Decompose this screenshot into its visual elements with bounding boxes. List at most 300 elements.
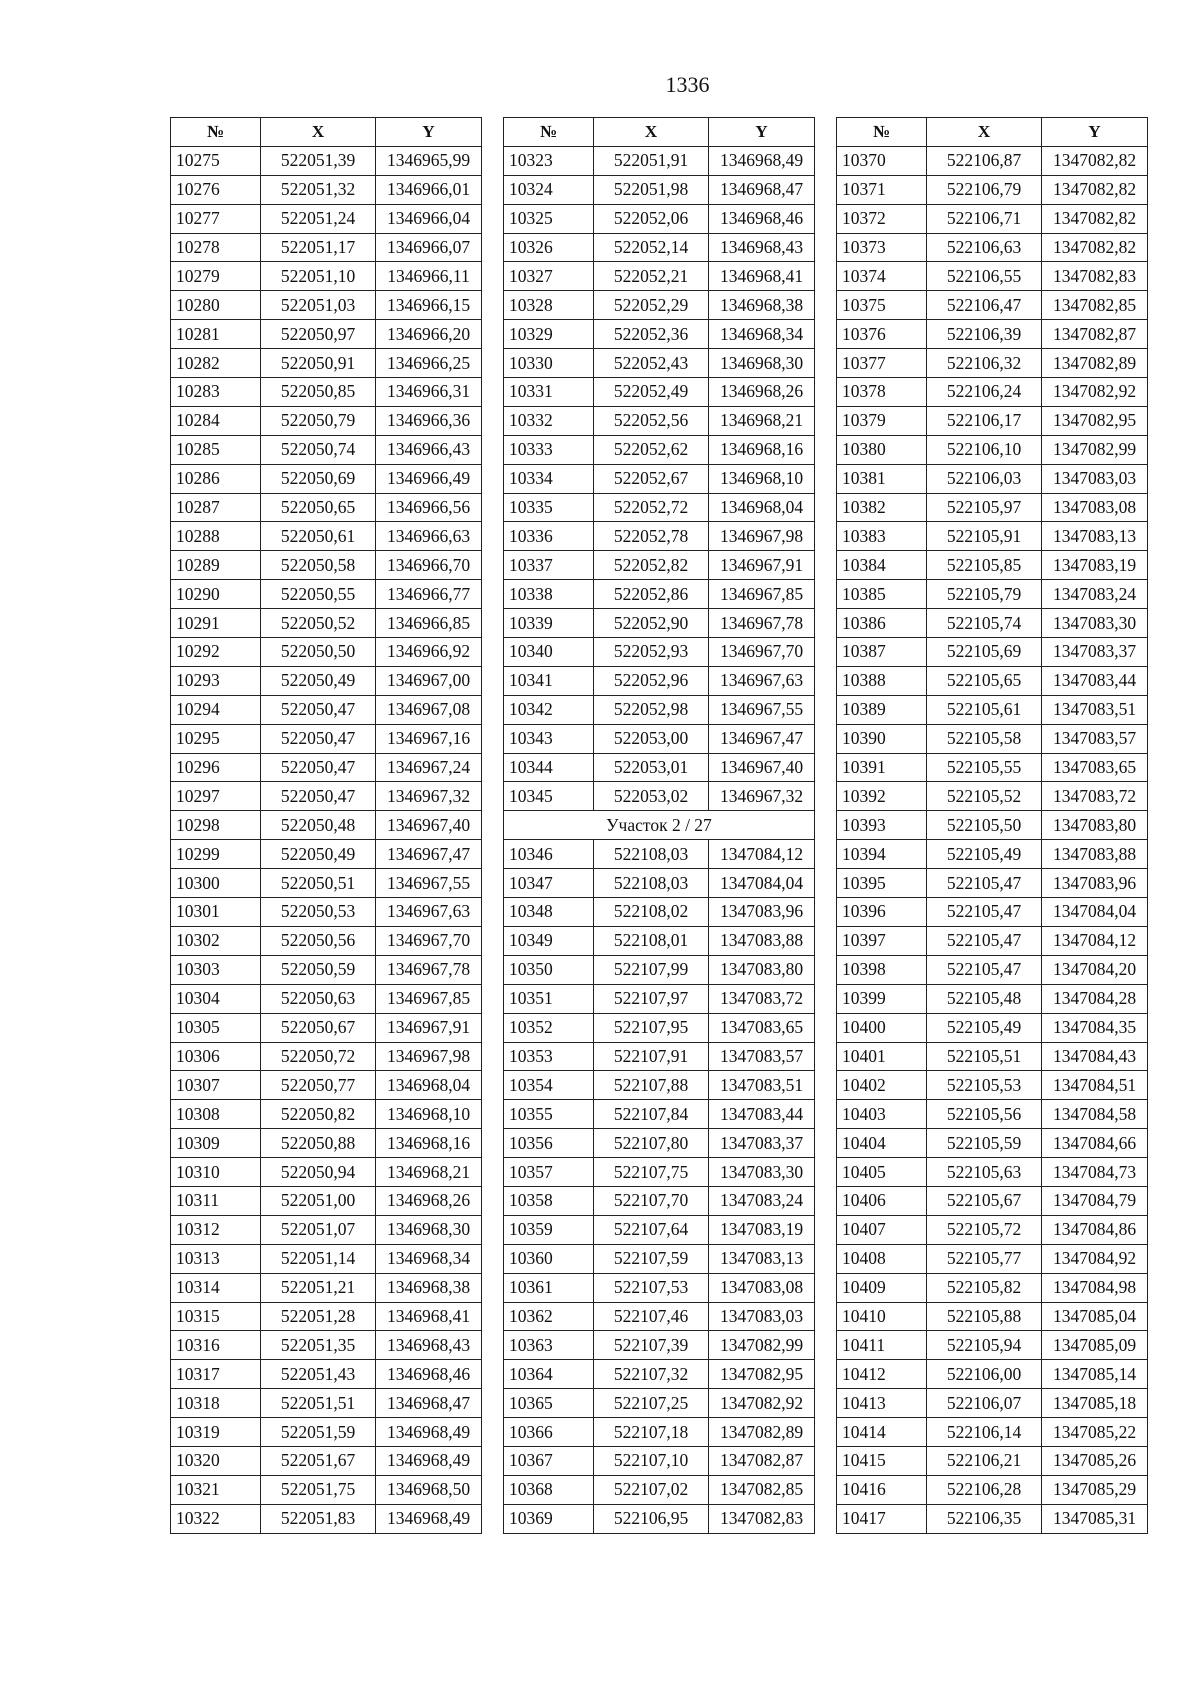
point-number: 10281 bbox=[171, 320, 261, 349]
x-value: 522106,17 bbox=[927, 406, 1042, 435]
table-row bbox=[171, 1360, 482, 1389]
y-value: 1347084,35 bbox=[1042, 1013, 1148, 1042]
x-value: 522051,00 bbox=[261, 1186, 376, 1215]
x-value: 522051,83 bbox=[261, 1504, 376, 1533]
y-value: 1346968,46 bbox=[376, 1360, 482, 1389]
table-row bbox=[837, 1100, 1148, 1129]
y-value: 1346966,04 bbox=[376, 204, 482, 233]
table-row bbox=[837, 1071, 1148, 1100]
table-row bbox=[504, 955, 815, 984]
x-value: 522107,70 bbox=[594, 1186, 709, 1215]
point-number: 10404 bbox=[837, 1129, 927, 1158]
table-row bbox=[837, 204, 1148, 233]
point-number: 10310 bbox=[171, 1158, 261, 1187]
y-value: 1346967,55 bbox=[376, 869, 482, 898]
x-value: 522051,59 bbox=[261, 1418, 376, 1447]
y-value: 1347084,04 bbox=[709, 869, 815, 898]
x-value: 522106,00 bbox=[927, 1360, 1042, 1389]
y-value: 1346968,30 bbox=[376, 1215, 482, 1244]
point-number: 10307 bbox=[171, 1071, 261, 1100]
table-row bbox=[837, 753, 1148, 782]
y-value: 1346968,47 bbox=[709, 175, 815, 204]
point-number: 10286 bbox=[171, 464, 261, 493]
y-value: 1346966,92 bbox=[376, 638, 482, 667]
y-value: 1346966,56 bbox=[376, 493, 482, 522]
x-value: 522050,59 bbox=[261, 955, 376, 984]
y-value: 1347082,82 bbox=[1042, 146, 1148, 175]
y-value: 1346967,63 bbox=[709, 666, 815, 695]
table-row bbox=[504, 435, 815, 464]
y-value: 1347082,95 bbox=[1042, 406, 1148, 435]
table-row bbox=[837, 984, 1148, 1013]
y-value: 1346968,16 bbox=[709, 435, 815, 464]
point-number: 10302 bbox=[171, 926, 261, 955]
table-row bbox=[504, 233, 815, 262]
y-value: 1346968,41 bbox=[376, 1302, 482, 1331]
x-value: 522106,10 bbox=[927, 435, 1042, 464]
point-number: 10401 bbox=[837, 1042, 927, 1071]
y-value: 1347082,82 bbox=[1042, 175, 1148, 204]
table-row bbox=[837, 1215, 1148, 1244]
point-number: 10368 bbox=[504, 1475, 594, 1504]
x-value: 522106,39 bbox=[927, 320, 1042, 349]
x-value: 522105,97 bbox=[927, 493, 1042, 522]
table-row bbox=[504, 1042, 815, 1071]
point-number: 10277 bbox=[171, 204, 261, 233]
point-number: 10305 bbox=[171, 1013, 261, 1042]
point-number: 10311 bbox=[171, 1186, 261, 1215]
y-value: 1347083,88 bbox=[1042, 840, 1148, 869]
table-row bbox=[171, 493, 482, 522]
x-value: 522050,97 bbox=[261, 320, 376, 349]
table-row bbox=[837, 724, 1148, 753]
header-number: № bbox=[504, 118, 594, 147]
table-row bbox=[504, 1129, 815, 1158]
point-number: 10285 bbox=[171, 435, 261, 464]
y-value: 1346968,49 bbox=[376, 1446, 482, 1475]
table-row bbox=[171, 1331, 482, 1360]
table-row bbox=[504, 724, 815, 753]
point-number: 10319 bbox=[171, 1418, 261, 1447]
table-row bbox=[171, 898, 482, 927]
y-value: 1346967,55 bbox=[709, 695, 815, 724]
point-number: 10348 bbox=[504, 898, 594, 927]
table-row bbox=[837, 1418, 1148, 1447]
point-number: 10380 bbox=[837, 435, 927, 464]
point-number: 10299 bbox=[171, 840, 261, 869]
x-value: 522105,79 bbox=[927, 580, 1042, 609]
table-row bbox=[837, 1273, 1148, 1302]
y-value: 1346967,08 bbox=[376, 695, 482, 724]
point-number: 10324 bbox=[504, 175, 594, 204]
x-value: 522105,85 bbox=[927, 551, 1042, 580]
point-number: 10288 bbox=[171, 522, 261, 551]
y-value: 1347083,51 bbox=[709, 1071, 815, 1100]
y-value: 1347083,13 bbox=[1042, 522, 1148, 551]
point-number: 10276 bbox=[171, 175, 261, 204]
table-row bbox=[171, 955, 482, 984]
y-value: 1347083,08 bbox=[709, 1273, 815, 1302]
table-row bbox=[504, 984, 815, 1013]
point-number: 10386 bbox=[837, 609, 927, 638]
point-number: 10376 bbox=[837, 320, 927, 349]
x-value: 522050,61 bbox=[261, 522, 376, 551]
table-row bbox=[171, 551, 482, 580]
y-value: 1347084,43 bbox=[1042, 1042, 1148, 1071]
table-row bbox=[171, 782, 482, 811]
table-row bbox=[504, 1215, 815, 1244]
point-number: 10309 bbox=[171, 1129, 261, 1158]
point-number: 10306 bbox=[171, 1042, 261, 1071]
point-number: 10375 bbox=[837, 291, 927, 320]
y-value: 1346968,43 bbox=[376, 1331, 482, 1360]
x-value: 522051,32 bbox=[261, 175, 376, 204]
x-value: 522107,32 bbox=[594, 1360, 709, 1389]
table-row bbox=[837, 1186, 1148, 1215]
point-number: 10283 bbox=[171, 378, 261, 407]
y-value: 1347082,99 bbox=[709, 1331, 815, 1360]
table-row bbox=[837, 551, 1148, 580]
point-number: 10358 bbox=[504, 1186, 594, 1215]
point-number: 10407 bbox=[837, 1215, 927, 1244]
y-value: 1346968,50 bbox=[376, 1475, 482, 1504]
table-row bbox=[504, 1273, 815, 1302]
x-value: 522106,71 bbox=[927, 204, 1042, 233]
point-number: 10392 bbox=[837, 782, 927, 811]
y-value: 1347084,79 bbox=[1042, 1186, 1148, 1215]
y-value: 1347083,19 bbox=[1042, 551, 1148, 580]
table-row bbox=[504, 638, 815, 667]
y-value: 1347083,44 bbox=[1042, 666, 1148, 695]
point-number: 10388 bbox=[837, 666, 927, 695]
y-value: 1347082,83 bbox=[1042, 262, 1148, 291]
y-value: 1347083,30 bbox=[709, 1158, 815, 1187]
x-value: 522105,48 bbox=[927, 984, 1042, 1013]
point-number: 10362 bbox=[504, 1302, 594, 1331]
x-value: 522107,59 bbox=[594, 1244, 709, 1273]
y-value: 1346966,77 bbox=[376, 580, 482, 609]
table-row bbox=[171, 638, 482, 667]
table-row bbox=[171, 320, 482, 349]
y-value: 1347083,72 bbox=[709, 984, 815, 1013]
y-value: 1346968,30 bbox=[709, 349, 815, 378]
table-row bbox=[504, 1013, 815, 1042]
table-row bbox=[171, 1302, 482, 1331]
x-value: 522050,91 bbox=[261, 349, 376, 378]
y-value: 1347083,80 bbox=[709, 955, 815, 984]
y-value: 1347082,82 bbox=[1042, 233, 1148, 262]
header-x: X bbox=[261, 118, 376, 147]
y-value: 1347083,24 bbox=[1042, 580, 1148, 609]
y-value: 1346968,43 bbox=[709, 233, 815, 262]
table-row bbox=[171, 146, 482, 175]
x-value: 522051,75 bbox=[261, 1475, 376, 1504]
table-row bbox=[837, 406, 1148, 435]
table-row bbox=[504, 666, 815, 695]
y-value: 1346967,98 bbox=[709, 522, 815, 551]
point-number: 10327 bbox=[504, 262, 594, 291]
point-number: 10390 bbox=[837, 724, 927, 753]
table-row bbox=[171, 580, 482, 609]
y-value: 1346966,25 bbox=[376, 349, 482, 378]
x-value: 522051,03 bbox=[261, 291, 376, 320]
x-value: 522050,82 bbox=[261, 1100, 376, 1129]
point-number: 10336 bbox=[504, 522, 594, 551]
x-value: 522050,79 bbox=[261, 406, 376, 435]
table-row bbox=[504, 869, 815, 898]
x-value: 522105,58 bbox=[927, 724, 1042, 753]
point-number: 10351 bbox=[504, 984, 594, 1013]
y-value: 1346966,36 bbox=[376, 406, 482, 435]
x-value: 522106,14 bbox=[927, 1418, 1042, 1447]
x-value: 522107,84 bbox=[594, 1100, 709, 1129]
point-number: 10366 bbox=[504, 1418, 594, 1447]
x-value: 522106,47 bbox=[927, 291, 1042, 320]
point-number: 10369 bbox=[504, 1504, 594, 1533]
table-row bbox=[171, 1100, 482, 1129]
table-row bbox=[504, 926, 815, 955]
point-number: 10304 bbox=[171, 984, 261, 1013]
table-row bbox=[837, 233, 1148, 262]
point-number: 10331 bbox=[504, 378, 594, 407]
x-value: 522052,36 bbox=[594, 320, 709, 349]
point-number: 10320 bbox=[171, 1446, 261, 1475]
table-row bbox=[171, 984, 482, 1013]
y-value: 1346968,26 bbox=[376, 1186, 482, 1215]
table-row bbox=[171, 349, 482, 378]
point-number: 10374 bbox=[837, 262, 927, 291]
y-value: 1346966,31 bbox=[376, 378, 482, 407]
x-value: 522105,47 bbox=[927, 926, 1042, 955]
header-number: № bbox=[171, 118, 261, 147]
x-value: 522107,97 bbox=[594, 984, 709, 1013]
point-number: 10402 bbox=[837, 1071, 927, 1100]
x-value: 522106,63 bbox=[927, 233, 1042, 262]
y-value: 1347085,09 bbox=[1042, 1331, 1148, 1360]
y-value: 1346966,85 bbox=[376, 609, 482, 638]
table-row bbox=[171, 1504, 482, 1533]
point-number: 10344 bbox=[504, 753, 594, 782]
table-row bbox=[504, 1186, 815, 1215]
table-row bbox=[837, 580, 1148, 609]
y-value: 1346968,04 bbox=[376, 1071, 482, 1100]
x-value: 522050,47 bbox=[261, 724, 376, 753]
x-value: 522050,52 bbox=[261, 609, 376, 638]
table-row bbox=[171, 233, 482, 262]
point-number: 10291 bbox=[171, 609, 261, 638]
y-value: 1347083,88 bbox=[709, 926, 815, 955]
table-header-row bbox=[837, 118, 1148, 147]
x-value: 522051,91 bbox=[594, 146, 709, 175]
point-number: 10416 bbox=[837, 1475, 927, 1504]
table-row bbox=[837, 609, 1148, 638]
y-value: 1347083,96 bbox=[709, 898, 815, 927]
table-row bbox=[504, 551, 815, 580]
table-row bbox=[837, 898, 1148, 927]
x-value: 522105,49 bbox=[927, 840, 1042, 869]
point-number: 10279 bbox=[171, 262, 261, 291]
point-number: 10321 bbox=[171, 1475, 261, 1504]
table-row bbox=[171, 291, 482, 320]
y-value: 1347082,83 bbox=[709, 1504, 815, 1533]
table-row bbox=[837, 1302, 1148, 1331]
y-value: 1347084,12 bbox=[709, 840, 815, 869]
y-value: 1347084,04 bbox=[1042, 898, 1148, 927]
x-value: 522050,67 bbox=[261, 1013, 376, 1042]
table-row bbox=[504, 378, 815, 407]
table-row bbox=[837, 666, 1148, 695]
y-value: 1347083,37 bbox=[1042, 638, 1148, 667]
y-value: 1346966,20 bbox=[376, 320, 482, 349]
x-value: 522051,98 bbox=[594, 175, 709, 204]
y-value: 1346968,04 bbox=[709, 493, 815, 522]
table-row bbox=[504, 175, 815, 204]
y-value: 1346966,11 bbox=[376, 262, 482, 291]
point-number: 10318 bbox=[171, 1389, 261, 1418]
y-value: 1347084,58 bbox=[1042, 1100, 1148, 1129]
x-value: 522107,39 bbox=[594, 1331, 709, 1360]
point-number: 10405 bbox=[837, 1158, 927, 1187]
x-value: 522107,25 bbox=[594, 1389, 709, 1418]
table-row bbox=[837, 1244, 1148, 1273]
y-value: 1346967,40 bbox=[709, 753, 815, 782]
y-value: 1347083,65 bbox=[709, 1013, 815, 1042]
x-value: 522106,03 bbox=[927, 464, 1042, 493]
y-value: 1347084,98 bbox=[1042, 1273, 1148, 1302]
y-value: 1346967,47 bbox=[709, 724, 815, 753]
y-value: 1347085,31 bbox=[1042, 1504, 1148, 1533]
point-number: 10394 bbox=[837, 840, 927, 869]
table-row bbox=[837, 840, 1148, 869]
header-number: № bbox=[837, 118, 927, 147]
x-value: 522105,91 bbox=[927, 522, 1042, 551]
y-value: 1347083,03 bbox=[1042, 464, 1148, 493]
point-number: 10313 bbox=[171, 1244, 261, 1273]
point-number: 10330 bbox=[504, 349, 594, 378]
point-number: 10325 bbox=[504, 204, 594, 233]
point-number: 10322 bbox=[171, 1504, 261, 1533]
point-number: 10353 bbox=[504, 1042, 594, 1071]
table-row bbox=[837, 1504, 1148, 1533]
x-value: 522106,32 bbox=[927, 349, 1042, 378]
x-value: 522052,67 bbox=[594, 464, 709, 493]
table-row bbox=[504, 580, 815, 609]
x-value: 522050,56 bbox=[261, 926, 376, 955]
x-value: 522052,43 bbox=[594, 349, 709, 378]
point-number: 10326 bbox=[504, 233, 594, 262]
x-value: 522052,90 bbox=[594, 609, 709, 638]
table-row bbox=[837, 435, 1148, 464]
x-value: 522051,10 bbox=[261, 262, 376, 291]
y-value: 1346966,70 bbox=[376, 551, 482, 580]
y-value: 1347083,19 bbox=[709, 1215, 815, 1244]
table-row bbox=[504, 320, 815, 349]
x-value: 522050,47 bbox=[261, 753, 376, 782]
table-row bbox=[504, 753, 815, 782]
y-value: 1346968,34 bbox=[376, 1244, 482, 1273]
table-row bbox=[504, 1418, 815, 1447]
point-number: 10294 bbox=[171, 695, 261, 724]
point-number: 10387 bbox=[837, 638, 927, 667]
y-value: 1346968,21 bbox=[376, 1158, 482, 1187]
table-row bbox=[171, 1389, 482, 1418]
y-value: 1346968,10 bbox=[709, 464, 815, 493]
point-number: 10399 bbox=[837, 984, 927, 1013]
table-row bbox=[504, 349, 815, 378]
x-value: 522052,98 bbox=[594, 695, 709, 724]
table-row bbox=[504, 522, 815, 551]
x-value: 522107,10 bbox=[594, 1446, 709, 1475]
table-row bbox=[504, 1244, 815, 1273]
y-value: 1347083,65 bbox=[1042, 753, 1148, 782]
table-row bbox=[171, 464, 482, 493]
table-row bbox=[837, 464, 1148, 493]
point-number: 10290 bbox=[171, 580, 261, 609]
table-row bbox=[171, 1129, 482, 1158]
y-value: 1347085,22 bbox=[1042, 1418, 1148, 1447]
table-row bbox=[504, 464, 815, 493]
point-number: 10365 bbox=[504, 1389, 594, 1418]
x-value: 522050,94 bbox=[261, 1158, 376, 1187]
x-value: 522106,35 bbox=[927, 1504, 1042, 1533]
y-value: 1346968,41 bbox=[709, 262, 815, 291]
point-number: 10395 bbox=[837, 869, 927, 898]
y-value: 1347084,92 bbox=[1042, 1244, 1148, 1273]
x-value: 522105,55 bbox=[927, 753, 1042, 782]
table-row bbox=[171, 406, 482, 435]
x-value: 522050,74 bbox=[261, 435, 376, 464]
header-y: Y bbox=[709, 118, 815, 147]
x-value: 522105,59 bbox=[927, 1129, 1042, 1158]
table-row bbox=[837, 522, 1148, 551]
table-row bbox=[504, 1360, 815, 1389]
coordinates-table-3 bbox=[836, 117, 1148, 1534]
table-row bbox=[171, 695, 482, 724]
table-row bbox=[837, 175, 1148, 204]
table-row bbox=[171, 435, 482, 464]
point-number: 10340 bbox=[504, 638, 594, 667]
x-value: 522108,03 bbox=[594, 840, 709, 869]
point-number: 10297 bbox=[171, 782, 261, 811]
x-value: 522052,93 bbox=[594, 638, 709, 667]
x-value: 522052,82 bbox=[594, 551, 709, 580]
x-value: 522050,48 bbox=[261, 811, 376, 840]
table-row bbox=[504, 291, 815, 320]
point-number: 10312 bbox=[171, 1215, 261, 1244]
coordinates-table-1 bbox=[170, 117, 482, 1534]
table-row bbox=[837, 1389, 1148, 1418]
y-value: 1346967,78 bbox=[376, 955, 482, 984]
y-value: 1347082,87 bbox=[1042, 320, 1148, 349]
point-number: 10396 bbox=[837, 898, 927, 927]
x-value: 522105,52 bbox=[927, 782, 1042, 811]
table-row bbox=[504, 840, 815, 869]
point-number: 10314 bbox=[171, 1273, 261, 1302]
point-number: 10378 bbox=[837, 378, 927, 407]
y-value: 1346967,85 bbox=[709, 580, 815, 609]
y-value: 1347083,13 bbox=[709, 1244, 815, 1273]
table-row bbox=[504, 204, 815, 233]
table-row bbox=[504, 1071, 815, 1100]
x-value: 522107,64 bbox=[594, 1215, 709, 1244]
table-row bbox=[837, 1360, 1148, 1389]
x-value: 522107,18 bbox=[594, 1418, 709, 1447]
point-number: 10371 bbox=[837, 175, 927, 204]
x-value: 522106,07 bbox=[927, 1389, 1042, 1418]
point-number: 10415 bbox=[837, 1446, 927, 1475]
x-value: 522052,96 bbox=[594, 666, 709, 695]
x-value: 522051,67 bbox=[261, 1446, 376, 1475]
